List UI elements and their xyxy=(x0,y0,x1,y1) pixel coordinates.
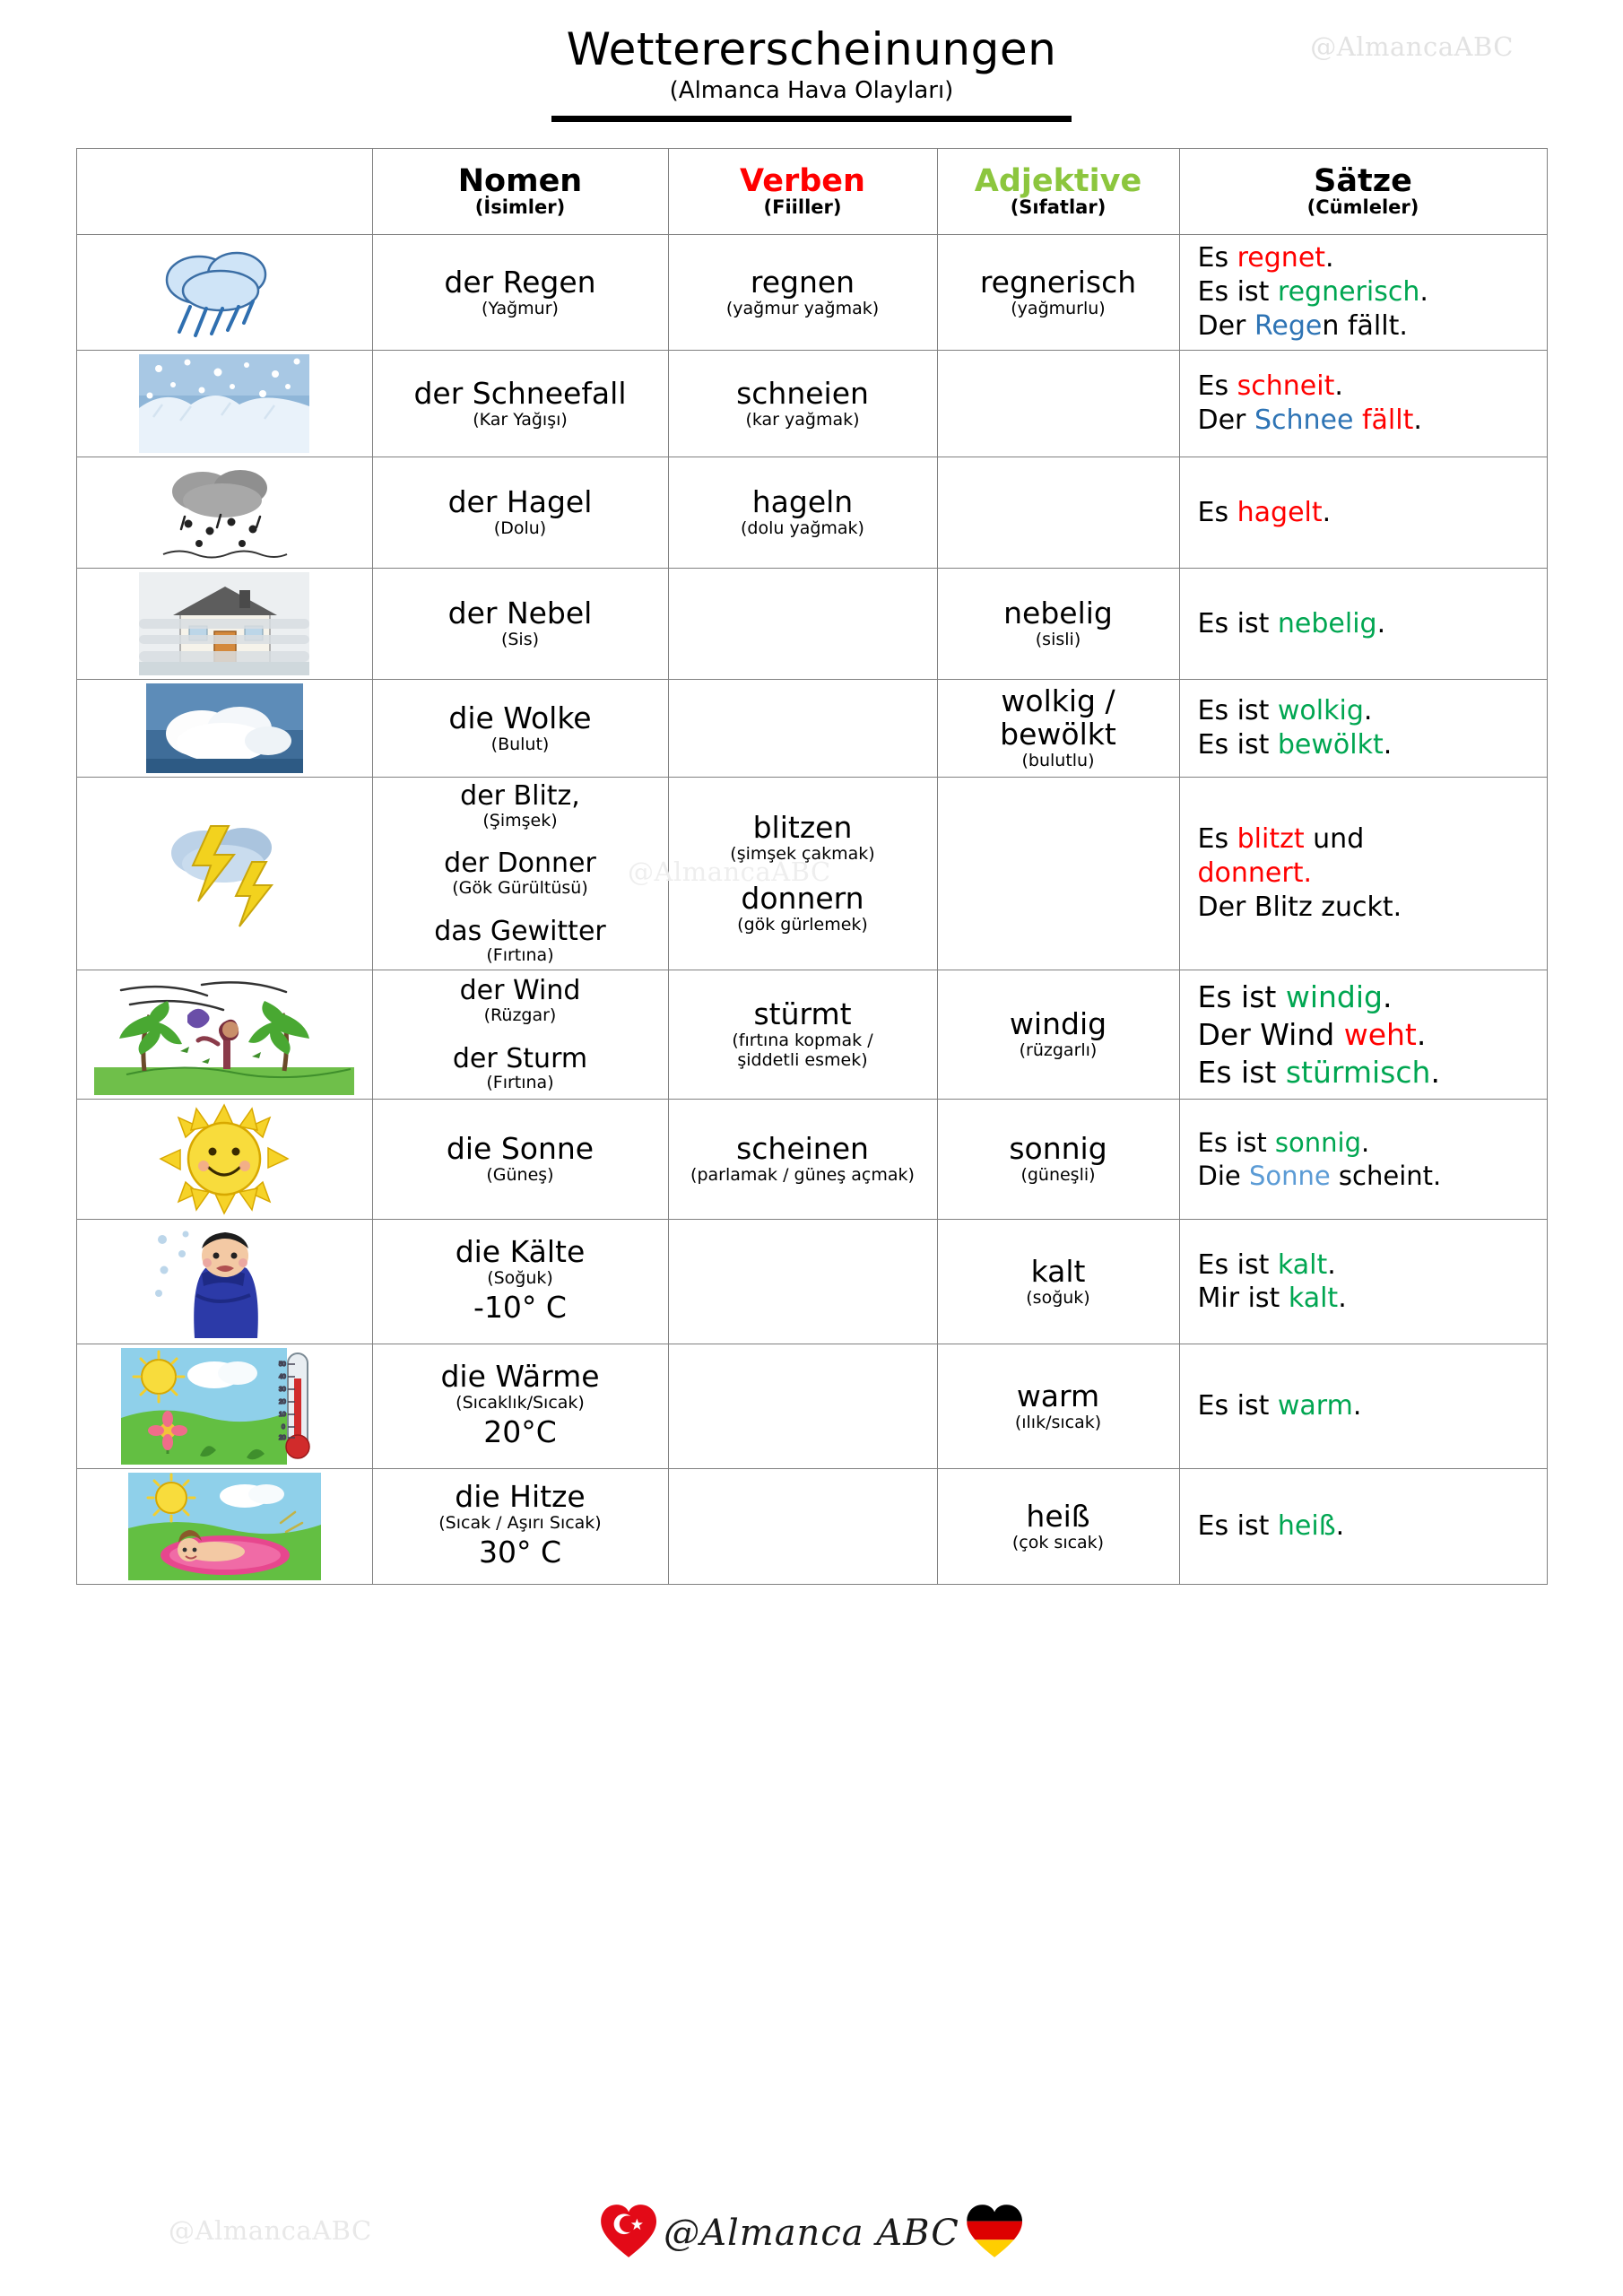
table-row xyxy=(76,970,1547,1100)
svg-text:10: 10 xyxy=(279,1412,286,1419)
word-german: windig xyxy=(1009,1006,1107,1042)
sentence-token: Es ist xyxy=(1197,979,1286,1015)
sentence-token: Der Wind xyxy=(1197,1017,1344,1053)
sentence-token: windig xyxy=(1285,979,1383,1015)
sentence-token: . xyxy=(1325,242,1334,274)
signature-text: @Almanca ABC xyxy=(664,2213,959,2254)
verb-cell xyxy=(668,1220,937,1344)
header-cell-nomen xyxy=(372,149,668,235)
word-german: regnen xyxy=(750,264,855,300)
word-turkish: (Güneş) xyxy=(486,1165,554,1186)
adjective-cell xyxy=(937,1344,1179,1469)
sentence-token: Es ist xyxy=(1197,1054,1286,1090)
word-german: schneien xyxy=(736,375,869,411)
sentence-cell xyxy=(1179,1220,1547,1344)
sentence-token: nebelig xyxy=(1277,607,1377,639)
sentence-token: Rege xyxy=(1254,309,1323,342)
column-title: Adjektive xyxy=(974,162,1142,199)
sentence-token: hagelt xyxy=(1237,496,1323,528)
word-german: heiß xyxy=(1026,1498,1090,1534)
weather-image-cell xyxy=(76,970,372,1100)
sentence-line xyxy=(1198,891,1541,925)
lightning-cloud-icon xyxy=(82,813,367,935)
spacer xyxy=(378,1026,663,1044)
word-turkish: (Soğuk) xyxy=(487,1268,553,1289)
word-german: blitzen xyxy=(752,810,853,846)
column-title-turkish: (İsimler) xyxy=(474,196,566,219)
sentence-token: Der xyxy=(1197,309,1254,342)
sentence-token: kalt xyxy=(1277,1248,1328,1281)
verb-cell xyxy=(668,235,937,351)
weather-image-cell xyxy=(76,680,372,778)
sentence-block xyxy=(1185,822,1541,924)
verb-cell xyxy=(668,970,937,1100)
sentence-token: Sonne xyxy=(1248,1160,1331,1191)
watermark-bottom: @AlmancaABC xyxy=(169,2215,372,2246)
table-row xyxy=(76,1100,1547,1220)
thermometer-meadow-icon xyxy=(82,1348,367,1465)
weather-image-cell xyxy=(76,1220,372,1344)
word-turkish: (Sıcak / Aşırı Sıcak) xyxy=(438,1513,602,1534)
word-turkish: (yağmurlu) xyxy=(1011,298,1106,318)
sentence-token: regnet xyxy=(1237,242,1326,274)
sentence-token: . xyxy=(1413,404,1422,436)
table-row xyxy=(76,778,1547,970)
word-german: der Wind xyxy=(459,975,581,1007)
word-turkish: (gök gürlemek) xyxy=(737,915,868,935)
sentence-token: . xyxy=(1352,1390,1362,1422)
column-title-turkish: (Sıfatlar) xyxy=(1010,196,1107,219)
table-row xyxy=(76,569,1547,680)
sentence-token: Es ist xyxy=(1197,729,1278,761)
weather-image-cell xyxy=(76,1344,372,1469)
word-turkish: (Fırtına) xyxy=(486,1073,554,1093)
sentence-cell xyxy=(1179,1344,1547,1469)
cloud-photo-icon xyxy=(82,683,367,773)
weather-image-cell xyxy=(76,351,372,457)
weather-image-cell xyxy=(76,457,372,569)
noun-cell xyxy=(372,351,668,457)
word-turkish: (çok sıcak) xyxy=(1011,1532,1105,1552)
spacer xyxy=(378,831,663,848)
sentence-block xyxy=(1185,496,1541,530)
sentence-token: Der xyxy=(1197,404,1254,436)
svg-text:50: 50 xyxy=(279,1361,286,1369)
noun-cell xyxy=(372,1100,668,1220)
windy-trees-icon xyxy=(82,974,367,1095)
adjective-cell xyxy=(937,569,1179,680)
word-turkish: (Şimşek) xyxy=(482,810,558,831)
sentence-token: Es ist xyxy=(1197,1510,1278,1543)
word-turkish: (ılık/sıcak) xyxy=(1014,1412,1102,1432)
svg-text:20: 20 xyxy=(279,1435,286,1442)
watermark-middle: @AlmancaABC xyxy=(628,857,831,887)
verb-cell xyxy=(668,1469,937,1585)
word-turkish: (Sıcaklık/Sıcak) xyxy=(456,1393,585,1413)
sentence-token: bewölkt xyxy=(1277,729,1384,761)
table-row xyxy=(76,351,1547,457)
sentence-line xyxy=(1198,1126,1541,1160)
column-title: Nomen xyxy=(457,162,583,199)
column-title: Verben xyxy=(740,162,865,199)
sentence-line xyxy=(1198,1054,1541,1091)
word-turkish: (Rüzgar) xyxy=(483,1004,557,1025)
sentence-token: donnert. xyxy=(1197,857,1313,890)
sentence-cell xyxy=(1179,569,1547,680)
sentence-line xyxy=(1198,1509,1541,1544)
word-german: der Donner xyxy=(444,848,596,880)
sentence-token: scheint. xyxy=(1330,1160,1442,1191)
sentence-token: Es ist xyxy=(1197,276,1278,309)
word-turkish: (Bulut) xyxy=(490,734,550,754)
noun-cell xyxy=(372,680,668,778)
page-header xyxy=(0,0,1623,148)
sentence-token: . xyxy=(1430,1054,1440,1090)
noun-cell xyxy=(372,1344,668,1469)
sentence-token: Mir ist xyxy=(1197,1283,1289,1315)
sentence-token: regnerisch xyxy=(1277,276,1420,309)
sentence-token: kalt xyxy=(1288,1283,1339,1315)
weather-image-cell xyxy=(76,1100,372,1220)
page-subtitle: (Almanca Hava Olayları) xyxy=(669,77,954,104)
word-german: die Hitze xyxy=(455,1479,586,1515)
sentence-block xyxy=(1185,694,1541,762)
sentence-token: Die xyxy=(1197,1160,1249,1191)
title-underline xyxy=(551,116,1072,122)
table-body xyxy=(76,235,1547,1585)
word-turkish: (fırtına kopmak / şiddetli esmek) xyxy=(732,1031,873,1071)
sentence-line xyxy=(1198,404,1541,438)
word-german: die Wolke xyxy=(448,700,592,735)
word-german: scheinen xyxy=(736,1131,869,1167)
sentence-token: weht xyxy=(1343,1017,1417,1053)
table-row xyxy=(76,1469,1547,1585)
adjective-cell xyxy=(937,1220,1179,1344)
brand-signature xyxy=(599,2202,1024,2265)
word-german: stürmt xyxy=(753,996,852,1032)
adjective-cell xyxy=(937,457,1179,569)
sentence-token: Schnee xyxy=(1254,404,1362,436)
sentence-block xyxy=(1185,978,1541,1091)
word-turkish: (kar yağmak) xyxy=(745,409,860,430)
svg-text:40: 40 xyxy=(279,1374,286,1381)
sentence-token: . xyxy=(1363,695,1373,727)
sentence-token: . xyxy=(1360,1127,1370,1159)
sentence-token: heiß xyxy=(1277,1510,1336,1543)
sentence-cell xyxy=(1179,351,1547,457)
rain-cloud-icon xyxy=(82,239,367,346)
word-german: der Schneefall xyxy=(413,375,627,411)
sentence-token: . xyxy=(1334,370,1343,403)
sentence-cell xyxy=(1179,1469,1547,1585)
word-german: der Sturm xyxy=(452,1042,588,1074)
word-turkish: (Yağmur) xyxy=(482,298,559,318)
sentence-token: Es ist xyxy=(1197,695,1278,727)
word-german: warm xyxy=(1016,1378,1100,1413)
sentence-cell xyxy=(1179,1100,1547,1220)
word-german: nebelig xyxy=(1003,596,1113,631)
fog-house-icon xyxy=(82,572,367,675)
sentence-token: fällt xyxy=(1361,404,1414,436)
sentence-cell xyxy=(1179,680,1547,778)
sentence-block xyxy=(1185,1248,1541,1317)
sentence-token: Es xyxy=(1197,370,1237,403)
sentence-block xyxy=(1185,241,1541,343)
sentence-line xyxy=(1198,978,1541,1016)
adjective-cell xyxy=(937,778,1179,970)
verb-cell xyxy=(668,1344,937,1469)
sentence-token: Es ist xyxy=(1197,607,1278,639)
sentence-token: schneit xyxy=(1237,370,1335,403)
verb-cell xyxy=(668,1100,937,1220)
snowfall-photo-icon xyxy=(82,354,367,453)
sentence-token: . xyxy=(1376,607,1386,639)
table-row xyxy=(76,457,1547,569)
sentence-token: Es ist xyxy=(1197,1127,1275,1159)
sentence-line xyxy=(1198,1389,1541,1423)
freezing-child-icon xyxy=(82,1223,367,1340)
word-german: kalt xyxy=(1030,1253,1086,1289)
sentence-token: Es ist xyxy=(1197,1248,1278,1281)
sentence-block xyxy=(1185,1126,1541,1192)
word-turkish: (soğuk) xyxy=(1026,1287,1090,1308)
sentence-line xyxy=(1198,694,1541,728)
weather-image-cell xyxy=(76,1469,372,1585)
column-title-turkish: (Cümleler) xyxy=(1306,196,1419,219)
sentence-token: . xyxy=(1327,1248,1336,1281)
noun-cell xyxy=(372,970,668,1100)
word-german: die Kälte xyxy=(455,1234,586,1270)
sentence-line xyxy=(1198,275,1541,309)
noun-cell xyxy=(372,1469,668,1585)
word-german: sonnig xyxy=(1009,1131,1107,1167)
spacer xyxy=(674,865,932,883)
svg-text:30: 30 xyxy=(279,1387,286,1394)
weather-image-cell xyxy=(76,235,372,351)
weather-image-cell xyxy=(76,569,372,680)
word-turkish: (Dolu) xyxy=(493,518,547,539)
noun-cell xyxy=(372,569,668,680)
adjective-cell xyxy=(937,351,1179,457)
word-german: der Regen xyxy=(444,264,596,300)
turkish-flag-heart-icon xyxy=(599,2202,658,2265)
sunbathing-heat-icon xyxy=(82,1473,367,1580)
word-turkish: (Fırtına) xyxy=(486,945,554,966)
noun-cell xyxy=(372,778,668,970)
sentence-line xyxy=(1198,1282,1541,1316)
table-row xyxy=(76,1220,1547,1344)
verb-cell xyxy=(668,351,937,457)
temperature-value: -10° C xyxy=(473,1290,567,1326)
sentence-token: warm xyxy=(1277,1390,1353,1422)
header-cell-saetze xyxy=(1179,149,1547,235)
sentence-cell xyxy=(1179,235,1547,351)
table-row xyxy=(76,1344,1547,1469)
sentence-token: und xyxy=(1304,823,1365,856)
sentence-token: . xyxy=(1335,1510,1345,1543)
header-cell-verben xyxy=(668,149,937,235)
header-cell-image xyxy=(76,149,372,235)
column-title-turkish: (Fiiller) xyxy=(763,196,842,219)
title-block xyxy=(0,0,1623,122)
word-german: das Gewitter xyxy=(434,915,606,947)
word-turkish: (Gök Gürültüsü) xyxy=(452,878,588,899)
word-turkish: (parlamak / güneş açmak) xyxy=(690,1165,915,1186)
spacer xyxy=(378,899,663,917)
german-flag-heart-icon xyxy=(965,2202,1024,2265)
word-turkish: (rüzgarlı) xyxy=(1019,1040,1098,1061)
sentence-line xyxy=(1198,496,1541,530)
noun-cell xyxy=(372,235,668,351)
verb-cell xyxy=(668,457,937,569)
svg-text:20: 20 xyxy=(279,1399,286,1406)
adjective-cell xyxy=(937,680,1179,778)
word-turkish: (Kar Yağışı) xyxy=(473,409,568,430)
sentence-token: . xyxy=(1382,979,1393,1015)
word-german: regnerisch xyxy=(979,264,1137,300)
noun-cell xyxy=(372,1220,668,1344)
word-turkish: (yağmur yağmak) xyxy=(725,298,880,318)
sentence-token: sonnig xyxy=(1274,1127,1361,1159)
table-header-row xyxy=(76,149,1547,235)
word-turkish: (bulutlu) xyxy=(1021,751,1095,771)
temperature-value: 30° C xyxy=(478,1535,562,1570)
word-turkish: (sisli) xyxy=(1035,630,1081,650)
sentence-token: Es ist xyxy=(1197,1390,1278,1422)
sentence-block xyxy=(1185,1389,1541,1423)
word-turkish: (şimşek çakmak) xyxy=(730,844,875,865)
sentence-line xyxy=(1198,241,1541,275)
sentence-token: . xyxy=(1383,729,1393,761)
word-turkish: (Sis) xyxy=(500,630,540,650)
header-cell-adjektive xyxy=(937,149,1179,235)
word-german: donnern xyxy=(741,881,864,917)
sentence-token: Es xyxy=(1197,242,1237,274)
sentence-line xyxy=(1198,857,1541,891)
sentence-token: blitzt xyxy=(1237,823,1305,856)
weather-vocabulary-table xyxy=(76,148,1548,1585)
svg-text:0: 0 xyxy=(282,1424,285,1431)
table-row xyxy=(76,680,1547,778)
verb-cell xyxy=(668,778,937,970)
word-turkish: (güneşli) xyxy=(1020,1165,1096,1186)
page-title: Wettererscheinungen xyxy=(566,23,1057,75)
sentence-line xyxy=(1198,1248,1541,1283)
word-german: der Nebel xyxy=(447,596,593,631)
word-german: der Blitz, xyxy=(460,780,580,812)
sentence-block xyxy=(1185,1509,1541,1544)
sentence-token: Es xyxy=(1197,496,1237,528)
sentence-line xyxy=(1198,1160,1541,1193)
noun-cell xyxy=(372,457,668,569)
temperature-value: 20°C xyxy=(483,1414,557,1450)
adjective-cell xyxy=(937,1100,1179,1220)
sentence-line xyxy=(1198,607,1541,641)
sun-icon xyxy=(82,1103,367,1215)
word-german: hageln xyxy=(751,484,854,520)
weather-image-cell xyxy=(76,778,372,970)
hail-cloud-icon xyxy=(82,461,367,564)
column-title: Sätze xyxy=(1314,162,1412,199)
sentence-token: stürmisch xyxy=(1285,1054,1431,1090)
sentence-line xyxy=(1198,822,1541,857)
word-german: die Wärme xyxy=(440,1359,600,1395)
table-row xyxy=(76,235,1547,351)
sentence-line xyxy=(1198,370,1541,404)
word-turkish: (dolu yağmak) xyxy=(741,518,864,539)
verb-cell xyxy=(668,680,937,778)
sentence-block xyxy=(1185,607,1541,641)
sentence-cell xyxy=(1179,970,1547,1100)
sentence-token: Es xyxy=(1197,823,1237,856)
sentence-cell xyxy=(1179,457,1547,569)
verb-cell xyxy=(668,569,937,680)
sentence-block xyxy=(1185,370,1541,438)
sentence-token: . xyxy=(1322,496,1332,528)
sentence-line xyxy=(1198,309,1541,344)
watermark-top: @AlmancaABC xyxy=(1310,31,1514,62)
sentence-token: n fällt. xyxy=(1322,309,1408,342)
adjective-cell xyxy=(937,1469,1179,1585)
sentence-token: . xyxy=(1419,276,1428,309)
word-german: wolkig / bewölkt xyxy=(1000,683,1116,752)
adjective-cell xyxy=(937,970,1179,1100)
sentence-token: . xyxy=(1338,1283,1347,1315)
adjective-cell xyxy=(937,235,1179,351)
word-german: der Hagel xyxy=(447,484,593,520)
sentence-token: wolkig xyxy=(1277,695,1364,727)
sentence-cell xyxy=(1179,778,1547,970)
sentence-token: . xyxy=(1416,1017,1427,1053)
sentence-line xyxy=(1198,1016,1541,1054)
page-footer xyxy=(0,2202,1623,2296)
sentence-token: Der Blitz zuckt. xyxy=(1197,891,1402,924)
word-german: die Sonne xyxy=(446,1131,595,1167)
sentence-line xyxy=(1198,728,1541,762)
